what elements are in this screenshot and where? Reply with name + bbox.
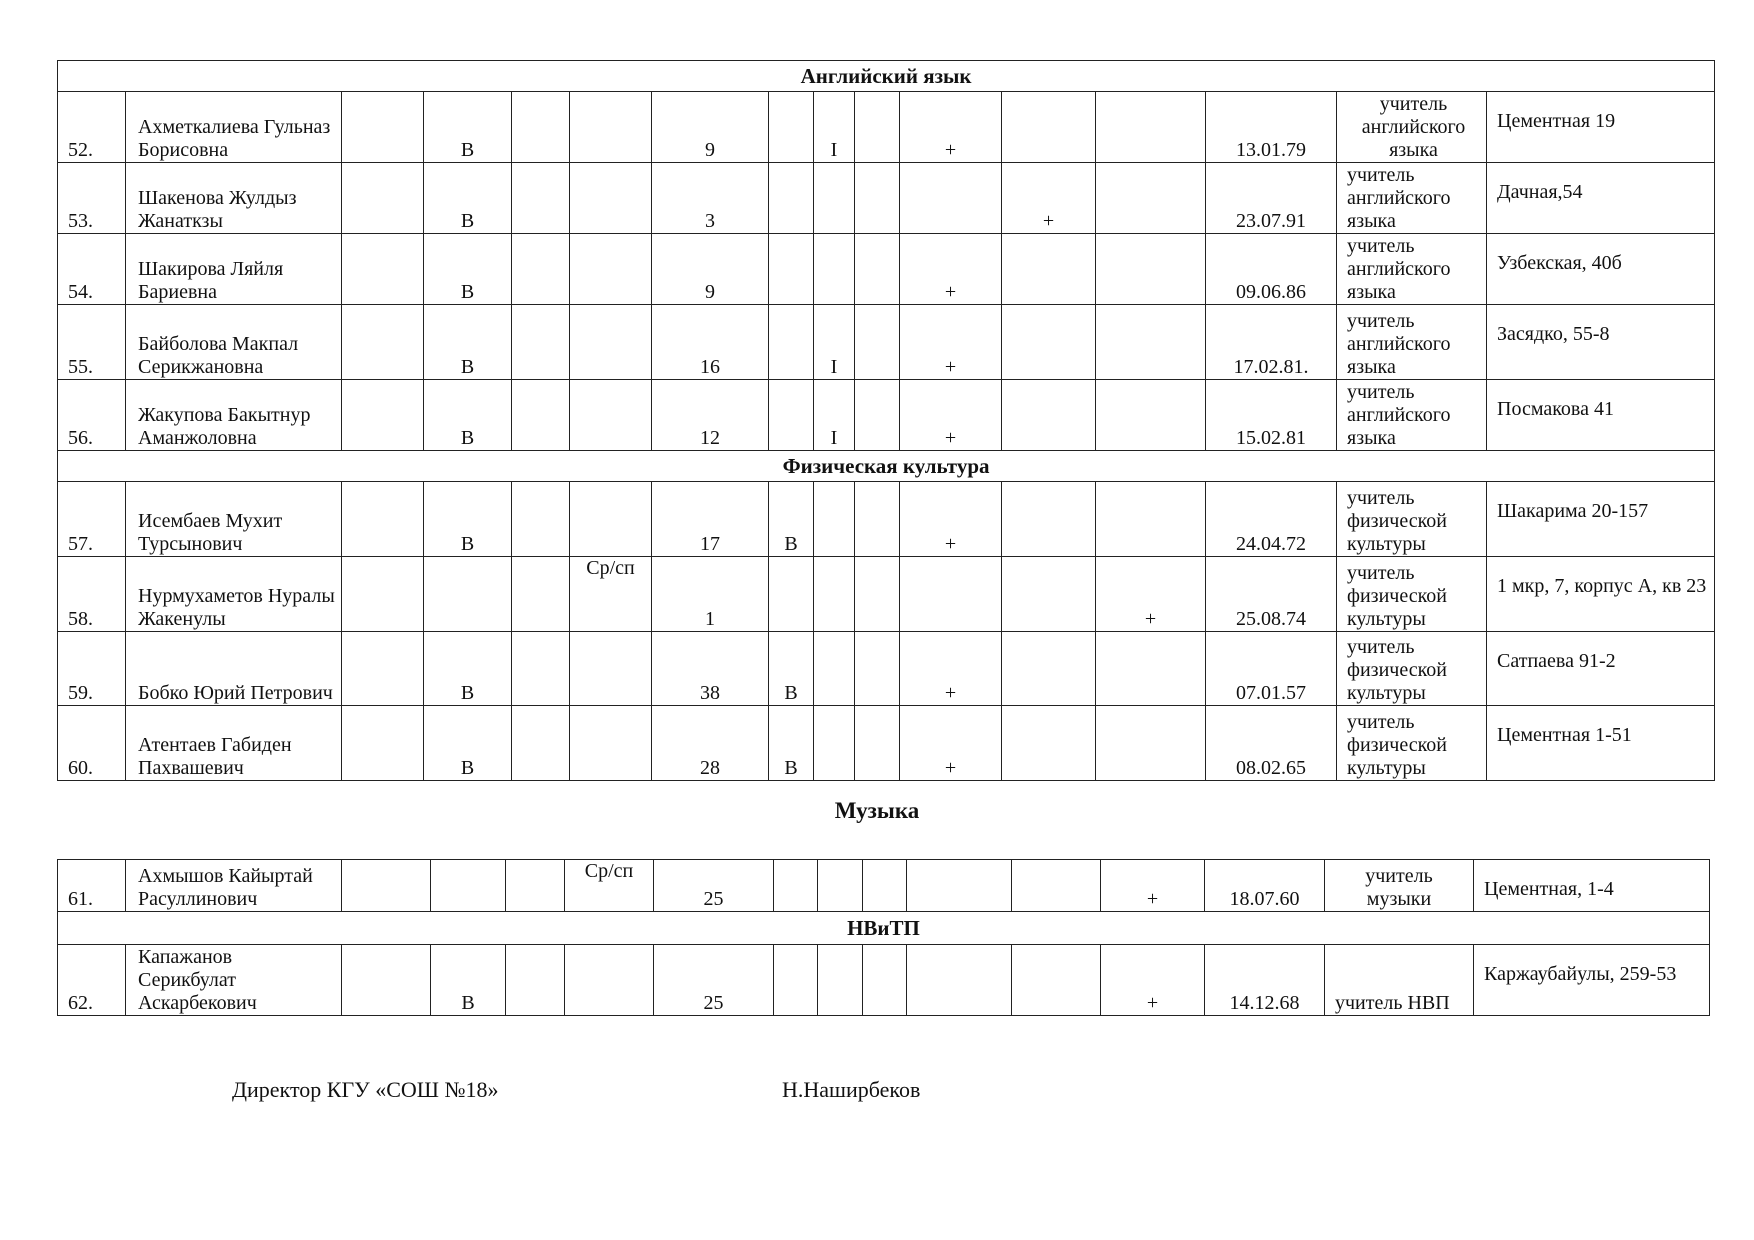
cell-c5 — [570, 482, 652, 557]
cell-c11: + — [1002, 163, 1096, 234]
cell-c11 — [1002, 706, 1096, 781]
cell-c11 — [1002, 305, 1096, 380]
teacher-name: Байболова Макпал Серикжановна — [126, 305, 342, 380]
cell-c9 — [863, 945, 907, 1016]
cell-c7 — [769, 163, 814, 234]
cell-c5 — [570, 92, 652, 163]
cell-c10: + — [900, 234, 1002, 305]
cell-c4 — [506, 860, 565, 912]
birth-date: 14.12.68 — [1205, 945, 1325, 1016]
cell-c3: В — [431, 945, 506, 1016]
cell-c3: В — [424, 706, 512, 781]
cell-c8 — [814, 557, 855, 632]
cell-c6: 12 — [652, 380, 769, 451]
teacher-name: Ахмышов Кайыртай Расуллинович — [126, 860, 342, 912]
row-number: 57. — [58, 482, 126, 557]
cell-c9 — [855, 305, 900, 380]
cell-c12 — [1096, 163, 1206, 234]
cell-c12: + — [1101, 860, 1205, 912]
cell-c7 — [774, 860, 818, 912]
cell-c8 — [814, 482, 855, 557]
row-number: 61. — [58, 860, 126, 912]
address: Посмакова 41 — [1487, 380, 1715, 451]
cell-c9 — [855, 706, 900, 781]
cell-c11 — [1002, 482, 1096, 557]
cell-c6: 28 — [652, 706, 769, 781]
cell-c8: I — [814, 380, 855, 451]
birth-date: 18.07.60 — [1205, 860, 1325, 912]
birth-date: 25.08.74 — [1206, 557, 1337, 632]
cell-c7 — [769, 380, 814, 451]
cell-c2 — [342, 234, 424, 305]
table-row — [58, 945, 1710, 1016]
cell-c10: + — [900, 380, 1002, 451]
row-number: 54. — [58, 234, 126, 305]
cell-c11 — [1012, 860, 1101, 912]
row-number: 59. — [58, 632, 126, 706]
music-rows — [58, 860, 1710, 912]
cell-c8 — [814, 632, 855, 706]
table-row — [58, 92, 1715, 163]
cell-c9 — [855, 163, 900, 234]
section-title-nvitp: НВиТП — [58, 912, 1710, 945]
teacher-name: Бобко Юрий Петрович — [126, 632, 342, 706]
cell-c2 — [342, 945, 431, 1016]
cell-c7 — [774, 945, 818, 1016]
position: учитель физической культуры — [1337, 632, 1487, 706]
cell-c4 — [512, 557, 570, 632]
cell-c12 — [1096, 482, 1206, 557]
cell-c12: + — [1101, 945, 1205, 1016]
cell-c3: В — [424, 92, 512, 163]
cell-c12 — [1096, 380, 1206, 451]
cell-c4 — [512, 706, 570, 781]
position: учитель английского языка — [1337, 380, 1487, 451]
cell-c2 — [342, 860, 431, 912]
phys-rows — [58, 482, 1715, 781]
cell-c7 — [769, 305, 814, 380]
cell-c6: 16 — [652, 305, 769, 380]
cell-c10 — [907, 945, 1012, 1016]
cell-c9 — [855, 234, 900, 305]
cell-c9 — [855, 557, 900, 632]
table-row — [58, 706, 1715, 781]
cell-c4 — [512, 163, 570, 234]
cell-c10 — [900, 557, 1002, 632]
cell-c5 — [565, 945, 654, 1016]
cell-c10 — [907, 860, 1012, 912]
cell-c5 — [570, 380, 652, 451]
cell-c3: В — [424, 380, 512, 451]
cell-c6: 38 — [652, 632, 769, 706]
cell-c4 — [506, 945, 565, 1016]
cell-c7: В — [769, 482, 814, 557]
address: 1 мкр, 7, корпус А, кв 23 — [1487, 557, 1715, 632]
signature-name: Н.Наширбеков — [782, 1077, 921, 1102]
cell-c4 — [512, 305, 570, 380]
cell-c8 — [814, 706, 855, 781]
address: Узбекская, 40б — [1487, 234, 1715, 305]
table-row — [58, 860, 1710, 912]
cell-c2 — [342, 92, 424, 163]
cell-c9 — [855, 380, 900, 451]
cell-c8 — [814, 163, 855, 234]
teacher-name: Атентаев Габиден Пахвашевич — [126, 706, 342, 781]
cell-c3: В — [424, 305, 512, 380]
english-rows — [58, 92, 1715, 451]
cell-c11 — [1012, 945, 1101, 1016]
cell-c6: 3 — [652, 163, 769, 234]
cell-c2 — [342, 632, 424, 706]
cell-c4 — [512, 234, 570, 305]
cell-c3: В — [424, 163, 512, 234]
cell-c12 — [1096, 234, 1206, 305]
position: учитель физической культуры — [1337, 706, 1487, 781]
cell-c7: В — [769, 706, 814, 781]
cell-c11 — [1002, 380, 1096, 451]
cell-c12 — [1096, 632, 1206, 706]
staff-table-main — [57, 60, 1715, 781]
cell-c6: 1 — [652, 557, 769, 632]
birth-date: 17.02.81. — [1206, 305, 1337, 380]
cell-c4 — [512, 632, 570, 706]
cell-c10: + — [900, 632, 1002, 706]
staff-table-second — [57, 859, 1710, 1016]
birth-date: 24.04.72 — [1206, 482, 1337, 557]
cell-c7 — [769, 92, 814, 163]
cell-c3: В — [424, 632, 512, 706]
section-title-phys: Физическая культура — [58, 451, 1715, 482]
teacher-name: Шакенова Жулдыз Жанаткзы — [126, 163, 342, 234]
signature-title: Директор КГУ «СОШ №18» — [232, 1077, 499, 1102]
row-number: 60. — [58, 706, 126, 781]
cell-c5: Ср/сп — [565, 860, 654, 912]
cell-c5: Ср/сп — [570, 557, 652, 632]
cell-c8 — [818, 860, 863, 912]
cell-c12 — [1096, 305, 1206, 380]
row-number: 62. — [58, 945, 126, 1016]
cell-c2 — [342, 482, 424, 557]
cell-c10: + — [900, 482, 1002, 557]
teacher-name: Ахметкалиева Гульназ Борисовна — [126, 92, 342, 163]
birth-date: 07.01.57 — [1206, 632, 1337, 706]
teacher-name: Жакупова Бакытнур Аманжоловна — [126, 380, 342, 451]
cell-c9 — [855, 632, 900, 706]
address: Цементная, 1-4 — [1474, 860, 1710, 912]
cell-c9 — [855, 92, 900, 163]
cell-c11 — [1002, 234, 1096, 305]
table-row — [58, 557, 1715, 632]
section-title-music: Музыка — [834, 798, 920, 823]
cell-c3 — [424, 557, 512, 632]
cell-c3: В — [424, 482, 512, 557]
birth-date: 09.06.86 — [1206, 234, 1337, 305]
cell-c5 — [570, 163, 652, 234]
address: Каржаубайулы, 259-53 — [1474, 945, 1710, 1016]
teacher-name: Исембаев Мухит Турсынович — [126, 482, 342, 557]
position: учитель английского языка — [1337, 234, 1487, 305]
row-number: 55. — [58, 305, 126, 380]
cell-c10 — [900, 163, 1002, 234]
cell-c6: 9 — [652, 234, 769, 305]
cell-c10: + — [900, 92, 1002, 163]
birth-date: 13.01.79 — [1206, 92, 1337, 163]
nvitp-rows — [58, 945, 1710, 1016]
cell-c7: В — [769, 632, 814, 706]
cell-c8: I — [814, 92, 855, 163]
cell-c11 — [1002, 92, 1096, 163]
cell-c2 — [342, 557, 424, 632]
cell-c2 — [342, 380, 424, 451]
birth-date: 23.07.91 — [1206, 163, 1337, 234]
cell-c7 — [769, 557, 814, 632]
position: учитель физической культуры — [1337, 557, 1487, 632]
cell-c6: 17 — [652, 482, 769, 557]
cell-c3 — [431, 860, 506, 912]
cell-c3: В — [424, 234, 512, 305]
row-number: 56. — [58, 380, 126, 451]
position: учитель НВП — [1325, 945, 1474, 1016]
table-row — [58, 380, 1715, 451]
birth-date: 15.02.81 — [1206, 380, 1337, 451]
row-number: 52. — [58, 92, 126, 163]
cell-c5 — [570, 234, 652, 305]
address: Дачная,54 — [1487, 163, 1715, 234]
cell-c12: + — [1096, 557, 1206, 632]
cell-c2 — [342, 706, 424, 781]
teacher-name: Шакирова Ляйля Бариевна — [126, 234, 342, 305]
cell-c2 — [342, 163, 424, 234]
row-number: 58. — [58, 557, 126, 632]
cell-c10: + — [900, 305, 1002, 380]
address: Шакарима 20-157 — [1487, 482, 1715, 557]
position: учитель английского языка — [1337, 163, 1487, 234]
cell-c4 — [512, 482, 570, 557]
cell-c8 — [818, 945, 863, 1016]
table-row — [58, 163, 1715, 234]
teacher-name: Нурмухаметов Нуралы Жакенулы — [126, 557, 342, 632]
table-row — [58, 234, 1715, 305]
cell-c8 — [814, 234, 855, 305]
address: Засядко, 55-8 — [1487, 305, 1715, 380]
cell-c12 — [1096, 706, 1206, 781]
cell-c12 — [1096, 92, 1206, 163]
cell-c11 — [1002, 632, 1096, 706]
cell-c5 — [570, 305, 652, 380]
position: учитель физической культуры — [1337, 482, 1487, 557]
cell-c5 — [570, 706, 652, 781]
table-row — [58, 305, 1715, 380]
position: учитель музыки — [1325, 860, 1474, 912]
section-title-english: Английский язык — [58, 61, 1715, 92]
cell-c4 — [512, 92, 570, 163]
cell-c5 — [570, 632, 652, 706]
cell-c6: 9 — [652, 92, 769, 163]
position: учитель английского языка — [1337, 92, 1487, 163]
cell-c9 — [855, 482, 900, 557]
address: Цементная 19 — [1487, 92, 1715, 163]
birth-date: 08.02.65 — [1206, 706, 1337, 781]
cell-c2 — [342, 305, 424, 380]
position: учитель английского языка — [1337, 305, 1487, 380]
cell-c7 — [769, 234, 814, 305]
row-number: 53. — [58, 163, 126, 234]
address: Цементная 1-51 — [1487, 706, 1715, 781]
cell-c9 — [863, 860, 907, 912]
table-row — [58, 632, 1715, 706]
teacher-name: Капажанов Серикбулат Аскарбекович — [126, 945, 342, 1016]
cell-c11 — [1002, 557, 1096, 632]
cell-c6: 25 — [654, 860, 774, 912]
cell-c6: 25 — [654, 945, 774, 1016]
cell-c10: + — [900, 706, 1002, 781]
table-row — [58, 482, 1715, 557]
cell-c8: I — [814, 305, 855, 380]
address: Сатпаева 91-2 — [1487, 632, 1715, 706]
cell-c4 — [512, 380, 570, 451]
